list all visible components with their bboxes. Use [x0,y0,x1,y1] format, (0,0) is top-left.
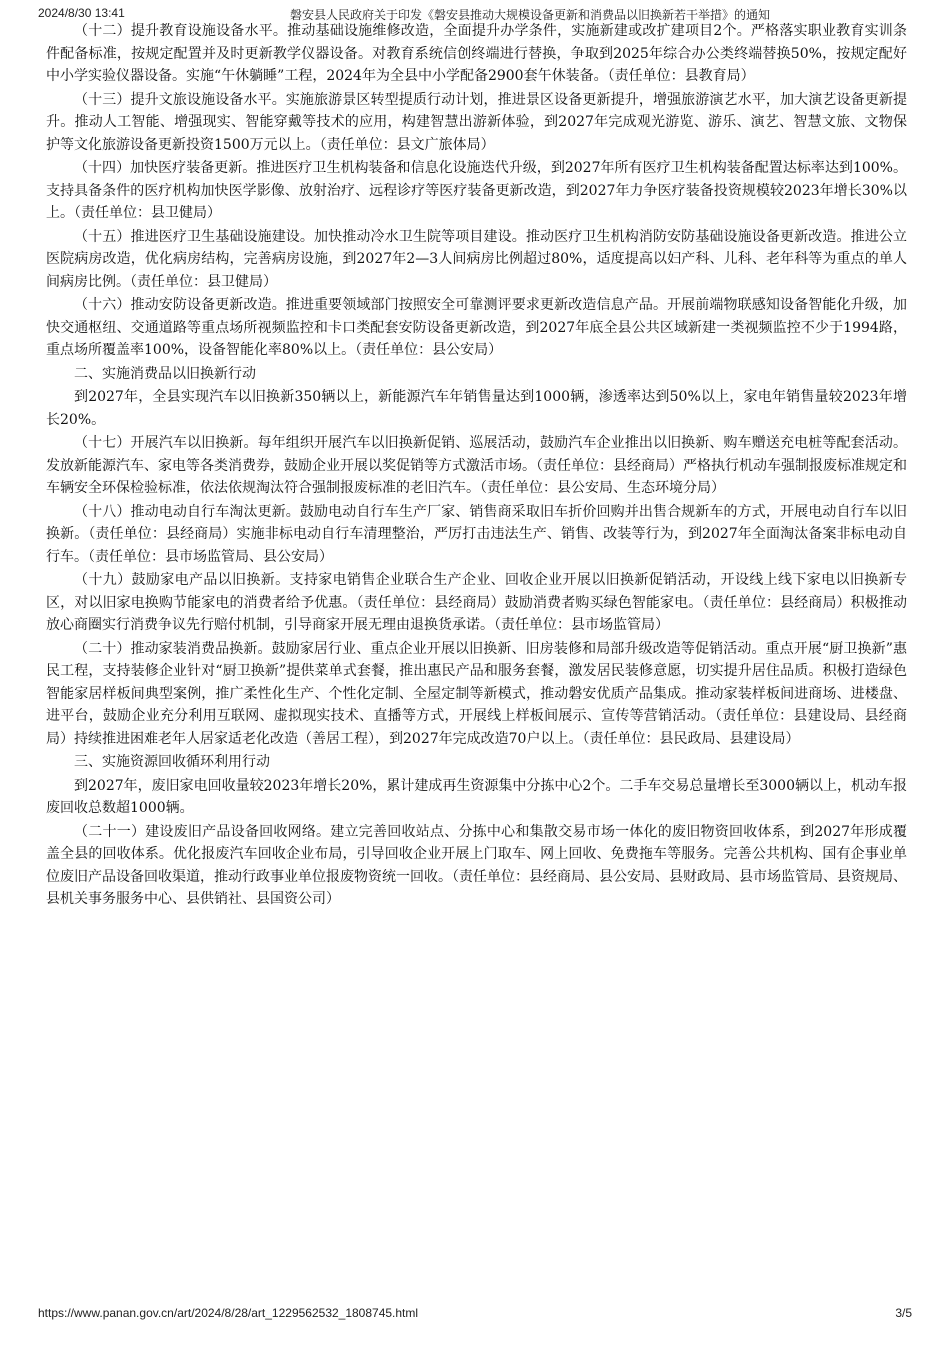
page-number: 3/5 [895,1306,912,1320]
paragraph-17: （十七）开展汽车以旧换新。每年组织开展汽车以旧换新促销、巡展活动，鼓励汽车企业推出以旧换新、购车赠送充电桩等配套活动。发放新能源汽车、家电等各类消费券，鼓励企业开展以奖促销等方式激活市场。（责任单位：县经商局）严格执行机动车强制报废标准规定和车辆安全环保检验标准，依法依规淘汰符合强制报废标准的老旧汽车。（责任单位：县公安局、生态环境分局） [46,435,907,496]
document-body [46,20,907,912]
paragraph-21: （二十一）建设废旧产品设备回收网络。建立完善回收站点、分拣中心和集散交易市场一体化的废旧物资回收体系，到2027年形成覆盖全县的回收体系。优化报废汽车回收企业布局，引导回收企业开展上门取车、网上回收、免费拖车等服务。完善公共机构、国有企事业单位废旧产品设备回收渠道，推动行政事业单位报废物资统一回收。（责任单位：县经商局、县公安局、县财政局、县市场监管局、县资规局、县机关事务服务中心、县供销社、县国资公司） [46,823,907,907]
print-footer [0,1306,950,1326]
section-heading-3: 三、实施资源回收循环利用行动 [74,754,270,770]
section-heading-2: 二、实施消费品以旧换新行动 [74,365,256,382]
page-url: https://www.panan.gov.cn/art/2024/8/28/art_1229562532_1808745.html [38,1306,419,1320]
paragraph-13: （十三）提升文旅设施设备水平。实施旅游景区转型提质行动计划，推进景区设备更新提升，增强旅游演艺水平，加大演艺设备更新提升。推动人工智能、增强现实、智能穿戴等技术的应用，构建智慧出游新体验，到2027年完成观光游览、游乐、演艺、智慧文旅、文物保护等文化旅游设备更新投资1500万元以上。（责任单位：县文广旅体局） [46,91,907,153]
section-2-goals: 到2027年，全县实现汽车以旧换新350辆以上，新能源汽车年销售量达到1000辆，渗透率达到50%以上，家电年销售量较2023年增长20%。 [46,389,907,428]
paragraph-19: （十九）鼓励家电产品以旧换新。支持家电销售企业联合生产企业、回收企业开展以旧换新促销活动，开设线上线下家电以旧换新专区，对以旧家电换购节能家电的消费者给予优惠。（责任单位：县经商局）鼓励消费者购买绿色智能家电。（责任单位：县经商局）积极推动放心商圈实行消费争议先行赔付机制，引导商家开展无理由退换货承诺。（责任单位：县市场监管局） [46,572,907,633]
page-title: 磐安县人民政府关于印发《磐安县推动大规模设备更新和消费品以旧换新若干举措》的通知 [290,8,771,22]
paragraph-18: （十八）推动电动自行车淘汰更新。鼓励电动自行车生产厂家、销售商采取旧车折价回购并出售合规新车的方式，开展电动自行车以旧换新。（责任单位：县经商局）实施非标电动自行车清理整治，严厉打击违法生产、销售、改装等行为，到2027年全面淘汰备案非标电动自行车。（责任单位：县市场监管局、县公安局） [46,503,907,565]
paragraph-16: （十六）推动安防设备更新改造。推进重要领域部门按照安全可靠测评要求更新改造信息产品。开展前端物联感知设备智能化升级，加快交通枢纽、交通道路等重点场所视频监控和卡口类配套安防设备更新改造，到2027年底全县公共区域新建一类视频监控不少于1994路，重点场所覆盖率100%，设备智能化率80%以上。（责任单位：县公安局） [46,297,907,358]
paragraph-12: （十二）提升教育设施设备水平。推动基础设施维修改造，全面提升办学条件，实施新建或改扩建项目2个。严格落实职业教育实训条件配备标准，按规定配置并及时更新教学仪器设备。对教育系统信创终端进行替换，争取到2025年综合办公类终端替换50%，按规定配好中小学实验仪器设备。实施“午休躺睡”工程，2024年为全县中小学配备2900套午休装备。（责任单位：县教育局） [46,23,907,84]
paragraph-14: （十四）加快医疗装备更新。推进医疗卫生机构装备和信息化设施迭代升级，到2027年所有医疗卫生机构装备配置达标率达到100%。支持具备条件的医疗机构加快医学影像、放射治疗、远程诊疗等医疗装备更新改造，到2027年力争医疗装备投资规模较2023年增长30%以上。（责任单位：县卫健局） [46,160,907,221]
section-3-goals: 到2027年，废旧家电回收量较2023年增长20%，累计建成再生资源集中分拣中心2个。二手车交易总量增长至3000辆以上，机动车报废回收总数超1000辆。 [46,777,907,816]
paragraph-20: （二十）推动家装消费品换新。鼓励家居行业、重点企业开展以旧换新、旧房装修和局部升级改造等促销活动。重点开展“厨卫换新”惠民工程，支持装修企业针对“厨卫换新”提供菜单式套餐，推出惠民产品和服务套餐，激发居民装修意愿，切实提升居住品质。积极打造绿色智能家居样板间典型案例，推广柔性化生产、个性化定制、全屋定制等新模式，推动磐安优质产品集成。推动家装样板间进商场、进楼盘、进平台，鼓励企业充分利用互联网、虚拟现实技术、直播等方式，开展线上样板间展示、宣传等营销活动。（责任单位：县建设局、县经商局）持续推进困难老年人居家适老化改造（善居工程），到2027年完成改造70户以上。（责任单位：县民政局、县建设局） [46,640,907,747]
print-timestamp: 2024/8/30 13:41 [38,6,125,20]
paragraph-15: （十五）推进医疗卫生基础设施建设。加快推动冷水卫生院等项目建设。推动医疗卫生机构消防安防基础设施设备更新改造。推进公立医院病房改造，优化病房结构，完善病房设施，到2027年2—3人间病房比例超过80%，适度提高以妇产科、儿科、老年科等为重点的单人间病房比例。（责任单位：县卫健局） [46,228,907,290]
